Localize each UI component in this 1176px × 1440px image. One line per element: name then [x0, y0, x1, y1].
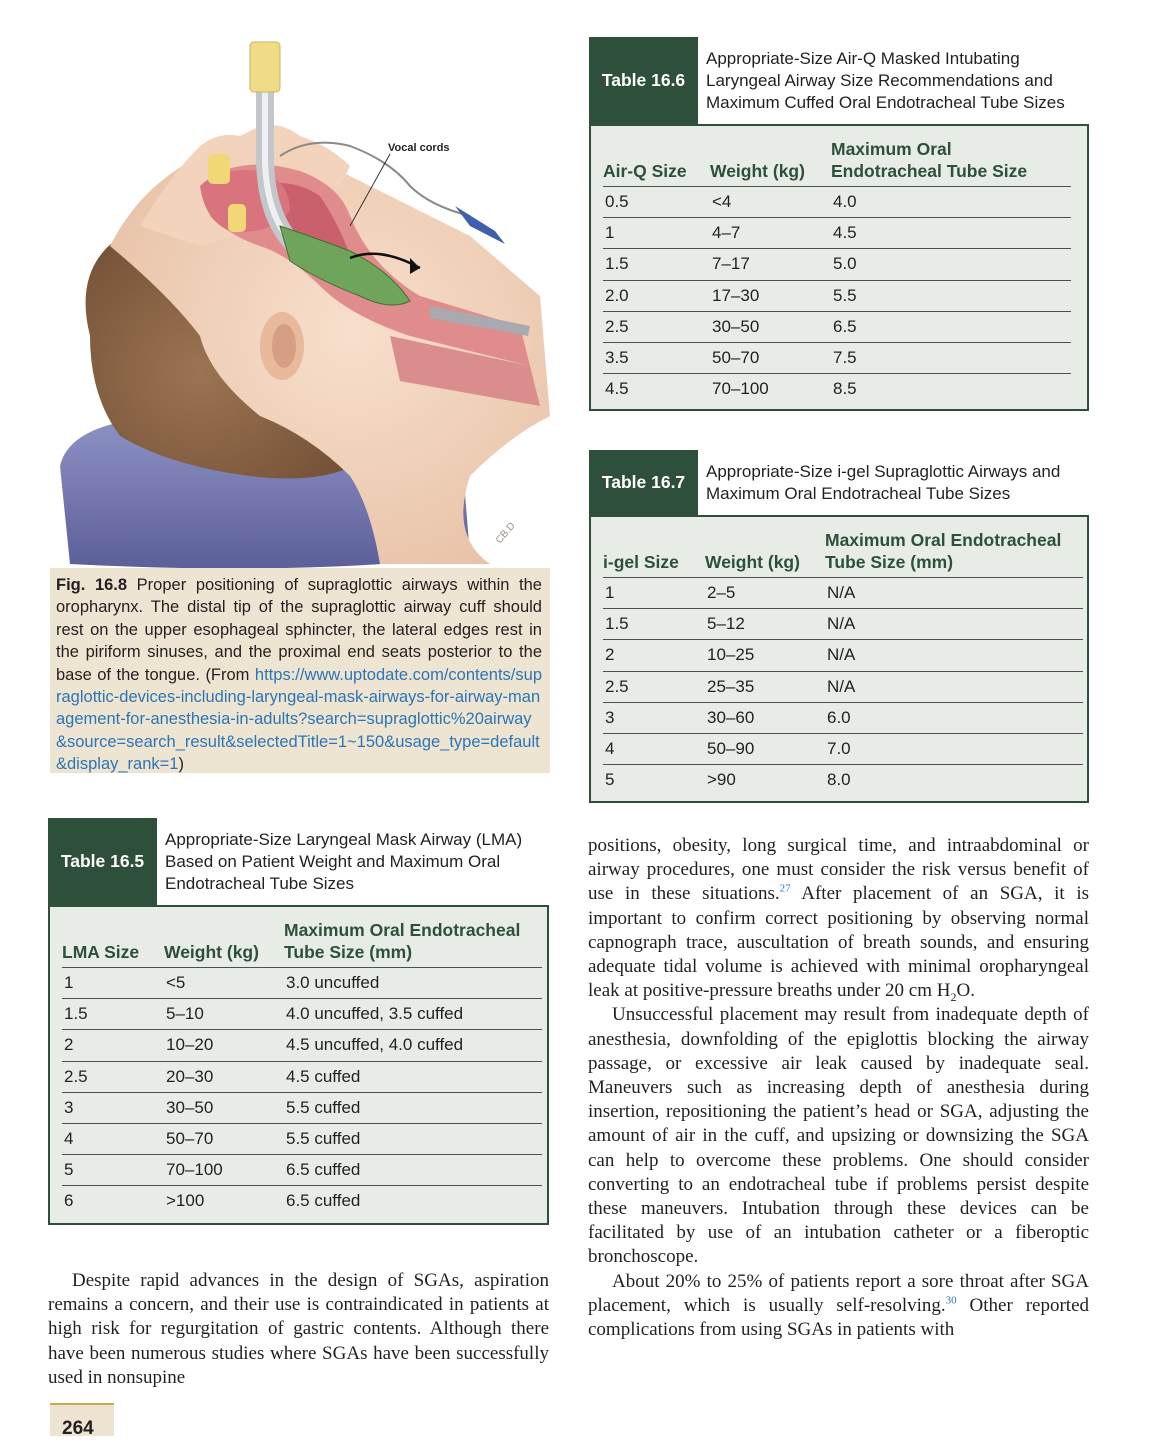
table-cell: 7–17: [710, 249, 831, 280]
table-cell: 1: [62, 968, 164, 999]
table-cell: 2–5: [705, 578, 825, 609]
table-cell: 5.0: [831, 249, 1071, 280]
paragraph: [588, 834, 1089, 1003]
table-cell: 17–30: [710, 280, 831, 311]
table-cell: 70–100: [164, 1155, 284, 1186]
table-row: [603, 765, 1083, 796]
column-header: i-gel Size: [603, 529, 705, 578]
table-cell: 1.5: [603, 609, 705, 640]
table-row: [603, 187, 1071, 218]
table-cell: 2.5: [603, 671, 705, 702]
column-header: Air-Q Size: [603, 138, 710, 187]
table-cell: N/A: [825, 671, 1083, 702]
table-cell: 7.0: [825, 733, 1083, 764]
figure-caption: [50, 568, 550, 773]
column-header: LMA Size: [62, 919, 164, 968]
table-cell: 30–60: [705, 702, 825, 733]
column-header: Maximum Oral Endotracheal Tube Size (mm): [825, 529, 1083, 578]
column-header: Maximum Oral Endotracheal Tube Size (mm): [284, 919, 542, 968]
table-row: [603, 640, 1083, 671]
table-16-6-header: [589, 37, 1099, 124]
table-16-5: [48, 905, 549, 1225]
paragraph: [588, 1270, 1089, 1343]
table-cell: 4.5: [831, 218, 1071, 249]
table-row: [603, 342, 1071, 373]
table-cell: 2: [603, 640, 705, 671]
column-header: Weight (kg): [710, 138, 831, 187]
table-cell: 6: [64, 1191, 74, 1211]
table-16-6-title: Appropriate-Size Air-Q Masked Intubating Laryngeal Airway Size Recommendations and Maximum Cuffed Oral Endotracheal Tube Sizes: [706, 48, 1065, 112]
figure-number: Fig. 16.8: [56, 576, 128, 594]
table-row: [603, 578, 1083, 609]
table-cell: 2.5: [62, 1061, 164, 1092]
table-row: [62, 1061, 542, 1092]
table-cell: 5.5: [831, 280, 1071, 311]
table-cell: 2.5: [603, 311, 710, 342]
artist-signature: CB.D: [493, 520, 518, 546]
table-cell: 8.5: [833, 379, 857, 399]
text-run: positions, obesity, long surgical time, and intraabdominal or airway procedures, one must consider the risk versus benefit of use in these situations.: [588, 835, 1089, 905]
table-cell: 30–50: [710, 311, 831, 342]
supraglottic-airway-illustration: [50, 36, 550, 568]
table-cell: 4.0: [831, 187, 1071, 218]
table-cell: 50–70: [710, 342, 831, 373]
table-row: [603, 702, 1083, 733]
table-row: [603, 733, 1083, 764]
table-cell: 30–50: [164, 1092, 284, 1123]
table-row: [62, 1186, 542, 1217]
table-cell: 1.5: [62, 999, 164, 1030]
subscript: 2: [950, 990, 957, 1005]
table-16-7-number: Table 16.7: [589, 450, 698, 515]
table-cell: 10–20: [164, 1030, 284, 1061]
table-cell: 2.0: [603, 280, 710, 311]
paragraph: Unsuccessful placement may result from inadequate depth of anesthesia, downfolding of the epiglottis blocking the airway passage, or excessive air leak caused by inadequate seal. Maneuvers such as increasing depth of anesthesia during insertion, repositioning the patient’s head or SGA, adjusting the amount of air in the cuff, and upsizing or downsizing the SGA can help to overcome these problems. One should consider converting to an endotracheal tube if problems persist despite these maneuvers. Intubation through these devices can be facilitated by use of an intubation catheter or a fiberoptic bronchoscope.: [588, 1004, 1089, 1268]
table-row: [603, 280, 1071, 311]
paragraph: Despite rapid advances in the design of SGAs, aspiration remains a concern, and their use is contraindicated in patients at high risk for regurgitation of gastric contents. Although there have been numerous studies where SGAs have been successfully used in nonsupine: [48, 1270, 549, 1388]
table-cell: 4.5 uncuffed, 4.0 cuffed: [284, 1030, 542, 1061]
reference-27[interactable]: 27: [779, 883, 791, 896]
vocal-cords-label: Vocal cords: [388, 142, 450, 154]
table-cell: 50–90: [705, 733, 825, 764]
table-cell: 4: [62, 1123, 164, 1154]
column-header: Weight (kg): [705, 529, 825, 578]
table-cell: 1: [603, 578, 705, 609]
table-cell: 5–10: [164, 999, 284, 1030]
table-16-6-number: Table 16.6: [589, 37, 698, 124]
table-16-7-header: [589, 450, 1099, 515]
table-cell: 7.5: [831, 342, 1071, 373]
table-cell: 2: [62, 1030, 164, 1061]
table-cell: 5–12: [705, 609, 825, 640]
table-row: [62, 1123, 542, 1154]
table-16-7-title: Appropriate-Size i-gel Supraglottic Airways and Maximum Oral Endotracheal Tube Sizes: [706, 461, 1061, 503]
table-row: [603, 374, 1071, 405]
table-cell: N/A: [825, 640, 1083, 671]
table-row: [62, 1030, 542, 1061]
table-cell: 6.5 cuffed: [286, 1191, 361, 1211]
figure-source-link[interactable]: https://www.uptodate.com/contents/supraglottic-devices-including-laryngeal-mask-airways-for-airway-management-for-anesthesia-in-adults?search=supraglottic%20airway&source=search_result&selectedTitle=1~150&usage_type=default&display_rank=1: [56, 665, 542, 774]
right-column-text: [588, 834, 1089, 1342]
table-16-6: [589, 124, 1089, 411]
table-cell: 6.5: [831, 311, 1071, 342]
table-cell: 6.0: [825, 702, 1083, 733]
table-16-5-number: Table 16.5: [48, 818, 157, 905]
table-cell: 5: [605, 770, 615, 790]
text-run: After placement of an SGA, it is important to confirm correct positioning by observing normal capnograph trace, auscultation of breath sounds, and ensuring adequate tidal volume is achieved with minimal oropharyngeal leak at positive-pressure breaths under 20 cm H: [588, 883, 1089, 1002]
table-cell: >90: [707, 770, 736, 790]
column-header: Maximum Oral Endotracheal Tube Size: [831, 138, 1071, 187]
table-cell: 4.5 cuffed: [284, 1061, 542, 1092]
table-row: [603, 249, 1071, 280]
figure-caption-close: ): [178, 755, 184, 774]
table-cell: 3: [603, 702, 705, 733]
table-cell: 4.5: [605, 379, 629, 399]
table-cell: 4: [603, 733, 705, 764]
table-cell: N/A: [825, 609, 1083, 640]
table-row: [62, 999, 542, 1030]
text-run: Other reported complications from using SGAs in patients with: [588, 1294, 1089, 1341]
table-cell: 5.5 cuffed: [284, 1123, 542, 1154]
table-cell: 3.5: [603, 342, 710, 373]
table-cell: 8.0: [827, 770, 851, 790]
table-row: [603, 671, 1083, 702]
table-16-5-title: Appropriate-Size Laryngeal Mask Airway (LMA) Based on Patient Weight and Maximum Oral Endotracheal Tube Sizes: [165, 829, 523, 893]
table-cell: 5.5 cuffed: [284, 1092, 542, 1123]
table-row: [62, 1155, 542, 1186]
table-cell: 20–30: [164, 1061, 284, 1092]
table-cell: 70–100: [712, 379, 769, 399]
table-cell: >100: [166, 1191, 205, 1211]
table-row: [603, 218, 1071, 249]
table-cell: 25–35: [705, 671, 825, 702]
table-cell: 1: [603, 218, 710, 249]
table-cell: 4–7: [710, 218, 831, 249]
text-run: About 20% to 25% of patients report a sore throat after SGA placement, which is usually self-resolving.: [588, 1270, 1089, 1316]
table-cell: 4.0 uncuffed, 3.5 cuffed: [284, 999, 542, 1030]
column-header: Weight (kg): [164, 919, 284, 968]
page-number: 264: [50, 1403, 114, 1436]
table-cell: <4: [710, 187, 831, 218]
table-cell: 5: [62, 1155, 164, 1186]
table-cell: <5: [164, 968, 284, 999]
table-row: [62, 968, 542, 999]
table-cell: 3.0 uncuffed: [284, 968, 542, 999]
left-column-text: [48, 1269, 549, 1390]
table-cell: 10–25: [705, 640, 825, 671]
table-row: [62, 1092, 542, 1123]
table-cell: 3: [62, 1092, 164, 1123]
table-cell: 1.5: [603, 249, 710, 280]
reference-30[interactable]: 30: [945, 1294, 957, 1307]
text-run: O.: [956, 980, 975, 1002]
table-cell: 6.5 cuffed: [284, 1155, 542, 1186]
table-row: [603, 609, 1083, 640]
table-row: [603, 311, 1071, 342]
figure-caption-text: Proper positioning of supraglottic airways within the oropharynx. The distal tip of the supraglottic airway cuff should rest on the upper esophageal sphincter, the lateral edges rest in the piriform sinuses, and the proximal end seats posterior to the base of the tongue. (From: [56, 576, 542, 684]
table-cell: 50–70: [164, 1123, 284, 1154]
table-cell: 0.5: [603, 187, 710, 218]
table-cell: N/A: [825, 578, 1083, 609]
table-16-5-header: [48, 818, 558, 905]
table-16-7: [589, 515, 1089, 803]
